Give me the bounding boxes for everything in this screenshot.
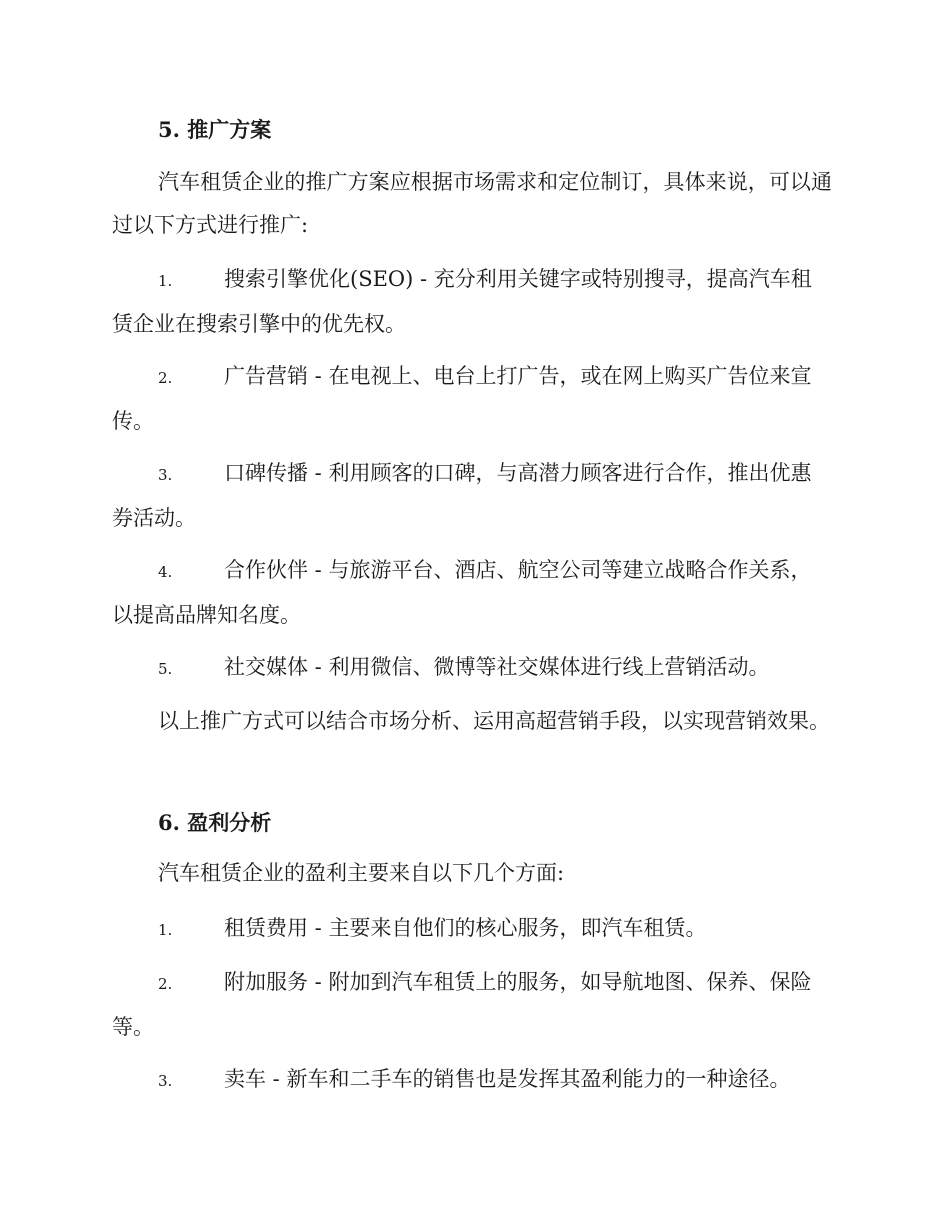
list-number: 1. [158,921,173,939]
list-item-text: 卖车 - 新车和二手车的销售也是发挥其盈利能力的一种途径。 [224,1067,791,1091]
list-item [112,907,832,952]
list-item-text: 租赁费用 - 主要来自他们的核心服务，即汽车租赁。 [224,916,707,940]
list-number: 5. [158,660,173,678]
list-item-text: 社交媒体 - 利用微信、微博等社交媒体进行线上营销活动。 [224,655,770,679]
section-heading-5: 5. 推广方案 [158,117,272,142]
list-item-continuation: 以提高品牌知名度。 [112,603,301,627]
list-item [112,355,832,443]
list-item-text: 广告营销 - 在电视上、电台上打广告，或在网上购买广告位来宣 [224,364,812,388]
list-number: 1. [158,272,173,290]
list-item [112,452,832,540]
list-item [112,961,832,1049]
list-item [112,258,832,346]
list-number: 2. [158,975,173,993]
list-number: 2. [158,369,173,387]
section-6-intro: 汽车租赁企业的盈利主要来自以下几个方面: [158,861,565,885]
list-item [112,549,832,637]
list-item-text: 口碑传播 - 利用顾客的口碑，与高潜力顾客进行合作，推出优惠 [224,461,812,485]
list-item-continuation: 等。 [112,1015,154,1039]
list-item-text: 附加服务 - 附加到汽车租赁上的服务，如导航地图、保养、保险 [224,970,812,994]
section-5-outro: 以上推广方式可以结合市场分析、运用高超营销手段，以实现营销效果。 [158,709,830,733]
list-item-continuation: 券活动。 [112,506,196,530]
list-item-continuation: 传。 [112,409,154,433]
section-heading-6: 6. 盈利分析 [158,810,272,835]
list-number: 3. [158,1072,173,1090]
list-item-continuation: 赁企业在搜索引擎中的优先权。 [112,312,406,336]
list-number: 4. [158,563,173,581]
list-item-text: 搜索引擎优化(SEO) - 充分利用关键字或特别搜寻，提高汽车租 [224,267,812,291]
list-item [112,646,832,691]
list-item [112,1058,832,1103]
section-5-intro: 汽车租赁企业的推广方案应根据市场需求和定位制订，具体来说，可以通过以下方式进行推广: [112,170,832,237]
list-item-text: 合作伙伴 - 与旅游平台、酒店、航空公司等建立战略合作关系， [224,558,812,582]
list-number: 3. [158,466,173,484]
